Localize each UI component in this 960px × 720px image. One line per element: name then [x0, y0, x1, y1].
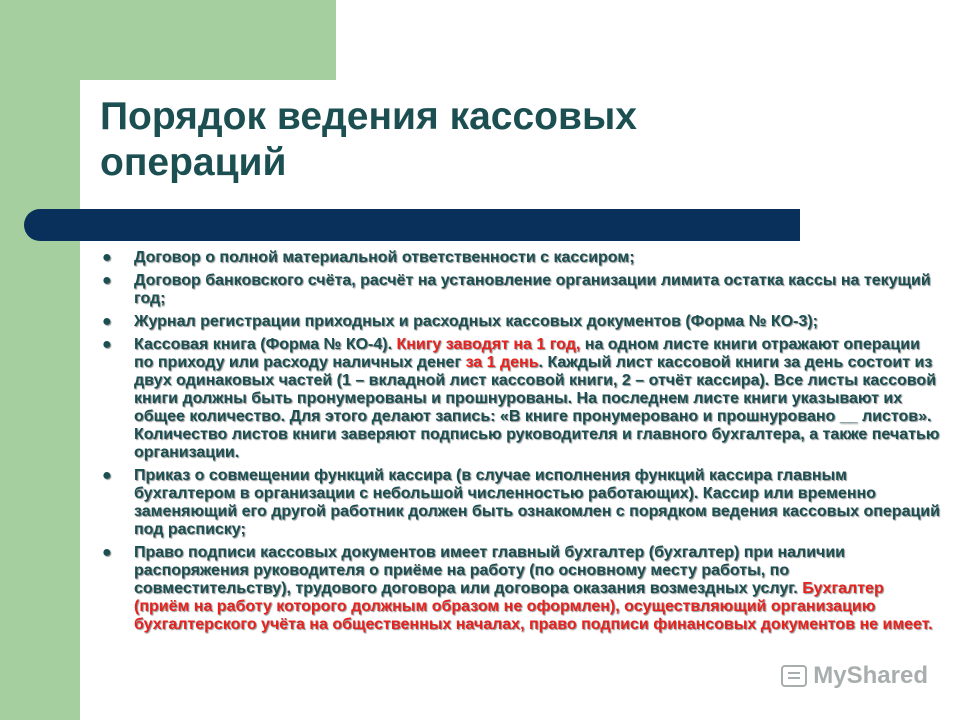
slide-bullet-list: [100, 249, 940, 639]
bullet-item: [100, 249, 940, 267]
bullet-item: [100, 467, 940, 539]
bullet-dot-icon: ●: [102, 313, 112, 330]
bullet-dot-icon: ●: [102, 249, 112, 266]
bullet-text: Кассовая книга (Форма № КО-4).: [134, 336, 397, 353]
top-accent-band: [80, 0, 336, 80]
bullet-text: на одном листе книги отражают операции по приходу или расходу наличных денег: [134, 336, 920, 371]
bullet-item: [100, 272, 940, 308]
bullet-dot-icon: ●: [102, 544, 112, 561]
watermark-text: MyShared: [813, 662, 928, 689]
bullet-item: [100, 313, 940, 331]
bullet-text: . Каждый лист кассовой книги за день состоит из двух одинаковых частей (1 – вкладной лист кассовой книги, 2 – отчёт кассира). Все листы кассовой книги должны быть пронумерованы и прошнурованы. На последнем листе книги указывают их общее количество. Для этого делают запись: «В книге пронумеровано и прошнуровано __ листов». Количество листов книги заверяют подписью руководителя и главного бухгалтера, а также печатью организации.: [134, 354, 940, 461]
presentation-board-icon: [781, 665, 807, 687]
bullet-highlight-text: Книгу заводят на 1 год,: [396, 336, 581, 353]
title-divider-bar: [24, 209, 800, 241]
bullet-text: Журнал регистрации приходных и расходных кассовых документов (Форма № КО-3);: [134, 313, 819, 330]
bullet-highlight-text: Бухгалтер (приём на работу которого должным образом не оформлен), осуществляющий организацию бухгалтерского учёта на общественных началах, право подписи финансовых документов не имеет.: [134, 580, 933, 633]
bullet-item: [100, 336, 940, 462]
left-accent-band: [0, 0, 80, 720]
bullet-item: [100, 544, 940, 634]
bullet-highlight-text: за 1 день: [465, 354, 539, 371]
bullet-dot-icon: ●: [102, 336, 112, 353]
bullet-text: Право подписи кассовых документов имеет главный бухгалтер (бухгалтер) при наличии распоряжения руководителя о приёме на работу (по основному месту работы, по совместительству), трудового договора или договора оказания возмездных услуг.: [134, 544, 845, 597]
watermark: [781, 662, 928, 690]
bullet-text: Приказ о совмещении функций кассира (в случае исполнения функций кассира главным бухгалтером в организации с небольшой численностью работающих). Кассир или временно заменяющий его другой работник должен быть ознакомлен с порядком ведения кассовых операций под расписку;: [134, 467, 940, 538]
bullet-text: Договор банковского счёта, расчёт на установление организации лимита остатка кассы на текущий год;: [134, 272, 931, 307]
bullet-dot-icon: ●: [102, 467, 112, 484]
bullet-text: Договор о полной материальной ответственности с кассиром;: [134, 249, 635, 266]
bullet-dot-icon: ●: [102, 272, 112, 289]
slide-title: Порядок ведения кассовых операций: [100, 95, 637, 184]
